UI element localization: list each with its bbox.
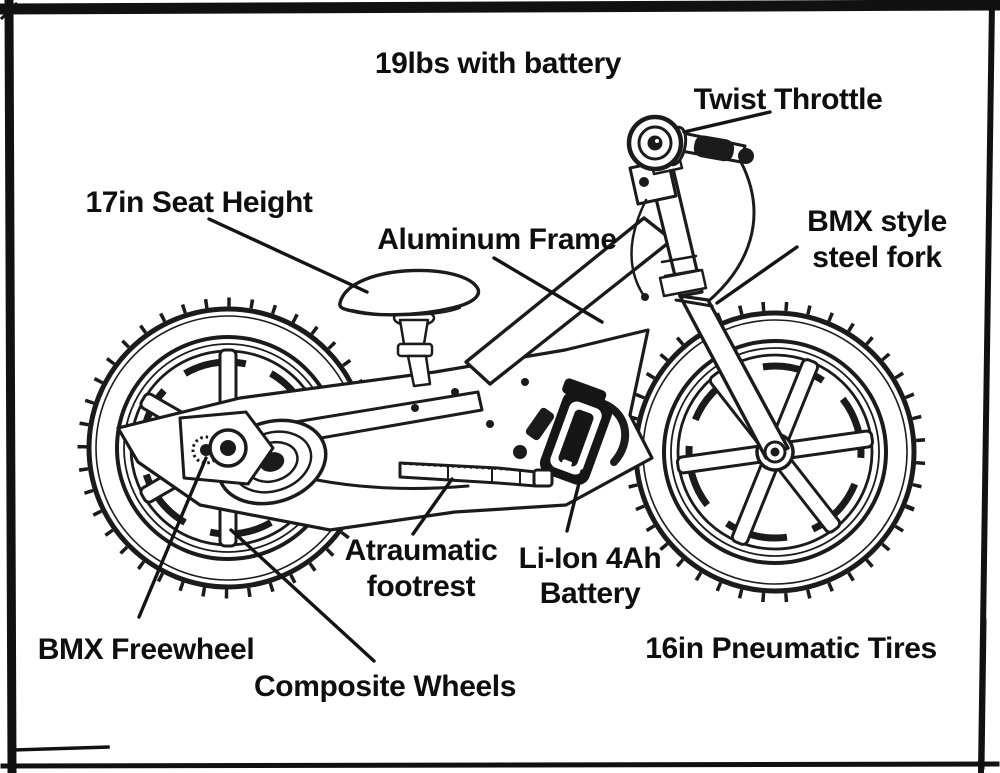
label-weight-text: 19lbs with battery xyxy=(374,47,622,80)
label-steel-fork-line2: steel fork xyxy=(812,241,942,274)
twist-throttle-grip xyxy=(629,117,689,169)
label-composite-wheels-text: Composite Wheels xyxy=(254,670,516,703)
label-battery-line2: Battery xyxy=(539,577,641,610)
label-battery-line1: Li-Ion 4Ah xyxy=(518,542,662,575)
label-pneumatic-tires-text: 16in Pneumatic Tires xyxy=(645,632,937,665)
label-steel-fork-line1: BMX style xyxy=(807,205,947,238)
label-footrest-line2: footrest xyxy=(366,570,476,603)
label-pneumatic-tires xyxy=(645,631,937,667)
label-freewheel xyxy=(38,632,255,668)
label-aluminum-frame-text: Aluminum Frame xyxy=(377,223,617,256)
label-weight xyxy=(375,46,621,82)
label-aluminum-frame xyxy=(377,222,616,258)
label-battery xyxy=(519,541,662,611)
label-footrest xyxy=(345,533,498,605)
handlebar-assembly xyxy=(629,117,754,308)
leader-seat-height xyxy=(209,219,367,292)
label-composite-wheels xyxy=(254,669,516,705)
label-footrest-line1: Atraumatic xyxy=(344,534,498,567)
label-freewheel-text: BMX Freewheel xyxy=(37,633,255,666)
label-twist-throttle xyxy=(694,82,883,118)
label-twist-throttle-text: Twist Throttle xyxy=(693,83,883,116)
label-seat-height-text: 17in Seat Height xyxy=(85,186,313,219)
label-steel-fork xyxy=(807,204,947,276)
leader-steel-fork xyxy=(717,247,797,303)
label-seat-height xyxy=(86,185,313,221)
